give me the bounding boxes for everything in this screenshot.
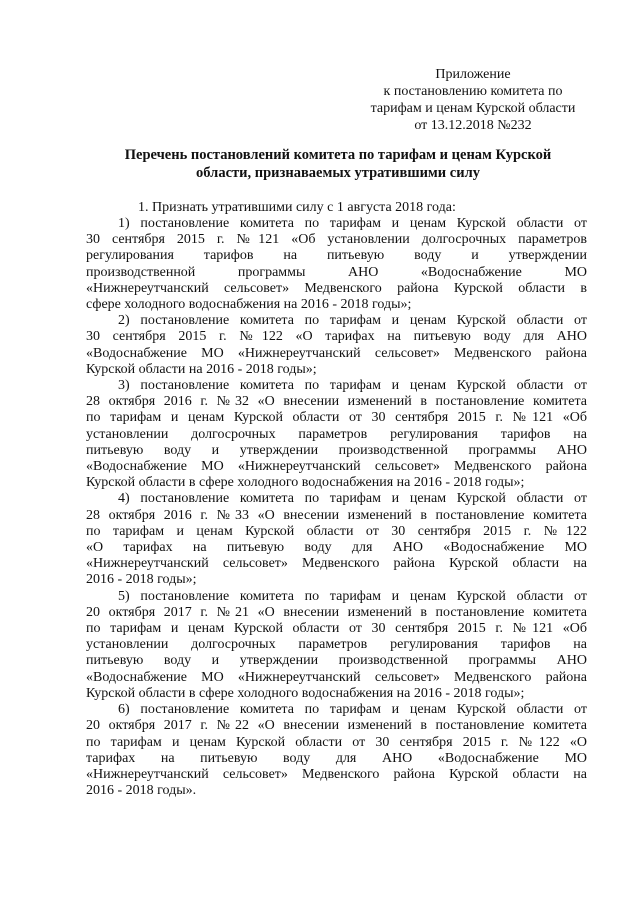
resolution-text-line: 2016 - 2018 годы»; [86, 572, 197, 588]
resolution-text-line: Курской области в сфере холодного водоснабжения на 2016 - 2018 годы»; [86, 685, 525, 701]
title-line: области, признаваемых утратившими силу [196, 165, 480, 181]
resolution-text-line: 6) постановление комитета по тарифам и ценам Курской области от [118, 702, 587, 718]
resolution-text-line: «Нижнереутчанский сельсовет» Медвенского района Курской области на [86, 556, 587, 572]
resolution-item [86, 702, 587, 799]
resolution-text-line: «Нижнереутчанский сельсовет» Медвенского района Курской области на [86, 766, 587, 782]
resolution-text-line: 30 сентября 2015 г. №121 «Об установлении долгосрочных параметров [86, 232, 587, 248]
resolution-text-line: установлении долгосрочных параметров регулирования тарифов на [86, 637, 587, 653]
resolution-text-line: «Водоснабжение МО «Нижнереутчанский сельсовет» Медвенского района [86, 345, 587, 361]
resolution-text-line: сфере холодного водоснабжения на 2016 - 2018 годы»; [86, 297, 412, 313]
resolution-text-line: 3) постановление комитета по тарифам и ценам Курской области от [118, 378, 587, 394]
resolution-text-line: 1) постановление комитета по тарифам и ценам Курской области от [118, 216, 587, 231]
resolution-item [86, 378, 587, 491]
intro-paragraph: 1. Признать утратившими силу с 1 августа 2018 года: [138, 200, 456, 215]
resolution-text-line: Курской области на 2016 - 2018 годы»; [86, 361, 317, 377]
resolution-text-line: «О тарифах на питьевую воду для АНО «Водоснабжение МО [86, 540, 587, 556]
resolution-text-line: 2) постановление комитета по тарифам и ценам Курской области от [118, 313, 587, 329]
resolution-text-line: «Нижнереутчанский сельсовет» Медвенского района Курской области в [86, 280, 587, 296]
resolution-text-line: 28 октября 2016 г. №33 «О внесении изменений в постановление комитета [86, 507, 587, 523]
resolution-text-line: 4) постановление комитета по тарифам и ценам Курской области от [118, 491, 587, 507]
resolution-text-line: питьевую воду и утверждении производственной программы АНО [86, 442, 587, 458]
resolution-item [86, 589, 587, 702]
appendix-resolution-ref: к постановлению комитета по [383, 84, 563, 99]
resolution-text-line: установлении долгосрочных параметров регулирования тарифов на [86, 426, 587, 442]
resolution-text-line: по тарифам и ценам Курской области от 30 сентября 2015 г. №121 «Об [86, 621, 587, 637]
resolution-text-line: производственной программы АНО «Водоснабжение МО [86, 264, 587, 280]
resolution-text-line: по тарифам и ценам Курской области от 30 сентября 2015 г. №122 [86, 523, 587, 539]
resolution-text-line: 5) постановление комитета по тарифам и ценам Курской области от [118, 588, 587, 604]
appendix-date-number: от 13.12.2018 №232 [414, 118, 532, 133]
resolution-text-line: Курской области в сфере холодного водоснабжения на 2016 - 2018 годы»; [86, 475, 525, 491]
resolution-item [86, 313, 587, 378]
resolution-text-line: по тарифам и ценам Курской области от 30 сентября 2015 г. №122 «О [86, 734, 587, 750]
resolution-item [86, 216, 587, 313]
resolution-text-line: регулирования тарифов на питьевую воду и утверждении [86, 248, 587, 264]
resolution-text-line: 20 октября 2017 г. №22 «О внесении изменений в постановление комитета [86, 718, 587, 734]
resolution-text-line: «Водоснабжение МО «Нижнереутчанский сельсовет» Медвенского района [86, 669, 587, 685]
document-title [88, 146, 588, 182]
title-line: Перечень постановлений комитета по тарифам и ценам Курской [124, 147, 552, 163]
resolution-text-line: 28 октября 2016 г. №32 «О внесении изменений в постановление комитета [86, 394, 587, 410]
appendix-header [358, 66, 588, 134]
resolution-text-line: тарифах на питьевую воду для АНО «Водоснабжение МО [86, 750, 587, 766]
resolution-list [86, 216, 587, 799]
resolution-text-line: «Водоснабжение МО «Нижнереутчанский сельсовет» Медвенского района [86, 459, 587, 475]
resolution-text-line: 30 сентября 2015 г. №122 «О тарифах на питьевую воду для АНО [86, 329, 587, 345]
resolution-text-line: 2016 - 2018 годы». [86, 783, 197, 799]
appendix-label: Приложение [435, 67, 511, 82]
resolution-text-line: по тарифам и ценам Курской области от 30 сентября 2015 г. №121 «Об [86, 410, 587, 426]
resolution-text-line: питьевую воду и утверждении производственной программы АНО [86, 653, 587, 669]
resolution-item [86, 491, 587, 588]
appendix-committee-name: тарифам и ценам Курской области [370, 101, 576, 116]
resolution-text-line: 20 октября 2017 г. №21 «О внесении изменений в постановление комитета [86, 604, 587, 620]
